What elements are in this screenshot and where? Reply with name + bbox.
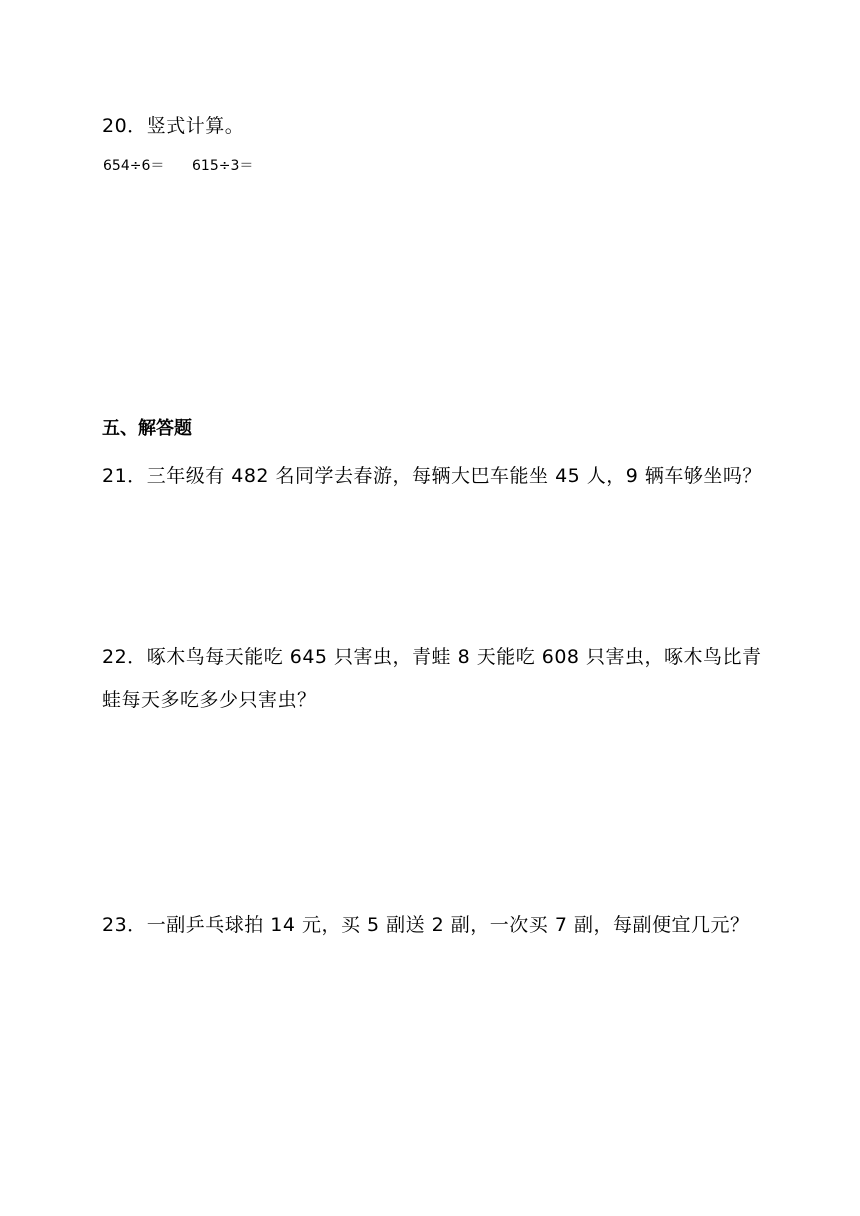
section-title: 五、解答题 — [102, 418, 192, 439]
question-20 — [102, 114, 244, 138]
question-22 — [102, 645, 762, 669]
question-text: 三年级有 482 名同学去春游，每辆大巴车能坐 45 人，9 辆车够坐吗？ — [146, 465, 762, 487]
question-number: 21． — [102, 465, 147, 487]
question-number: 20． — [102, 115, 147, 137]
question-number: 22． — [102, 646, 147, 668]
question-number: 23． — [102, 914, 147, 936]
calc-expression-2: 615÷3＝ — [192, 158, 254, 174]
question-22-continuation — [102, 688, 317, 712]
calc-expression-1: 654÷6＝ — [103, 158, 165, 174]
question-21 — [102, 464, 762, 488]
question-text-line-1: 啄木鸟每天能吃 645 只害虫，青蛙 8 天能吃 608 只害虫，啄木鸟比青 — [146, 646, 762, 668]
question-text-line-2: 蛙每天多吃多少只害虫？ — [102, 689, 317, 711]
question-23 — [102, 913, 749, 937]
question-text: 竖式计算。 — [146, 115, 245, 137]
question-text: 一副乒乓球拍 14 元，买 5 副送 2 副，一次买 7 副，每副便宜几元？ — [146, 914, 750, 936]
